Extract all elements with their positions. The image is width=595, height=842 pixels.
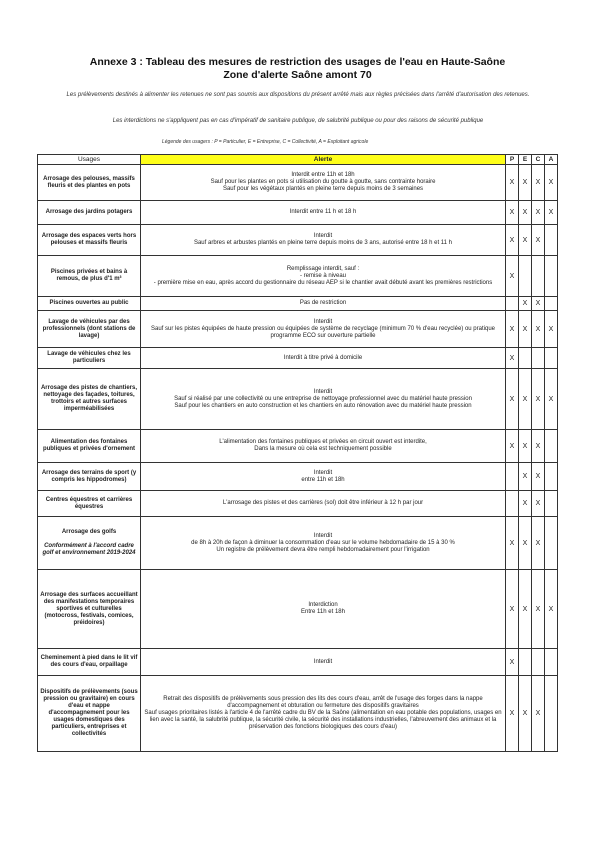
mark-e: X	[519, 311, 532, 348]
table-row	[38, 517, 558, 570]
mark-a: X	[545, 201, 558, 225]
intro-exceptions: Les interdictions ne s'appliquent pas en cas d'impératif de sanitaire publique, de salubrité publique ou pour des raisons de sécurité publique	[112, 118, 484, 124]
usage-cell: Cheminement à pied dans le lit vif des cours d'eau, orpaillage	[38, 649, 141, 676]
usage-cell: Arrosage des pelouses, massifs fleuris et des plantes en pots	[38, 165, 141, 201]
mark-a	[545, 676, 558, 752]
mark-a: X	[545, 311, 558, 348]
mark-c: X	[532, 369, 545, 430]
mark-p: X	[506, 517, 519, 570]
restriction-cell: Interdit à titre privé à domicile	[141, 348, 506, 369]
header-alerte: Alerte	[141, 155, 506, 165]
mark-e: X	[519, 570, 532, 649]
mark-a: X	[545, 369, 558, 430]
table-row	[38, 649, 558, 676]
header-e: E	[519, 155, 532, 165]
mark-a	[545, 297, 558, 311]
mark-a	[545, 463, 558, 491]
table-row	[38, 369, 558, 430]
mark-p	[506, 491, 519, 517]
restriction-cell: Remplissage interdit, sauf : - remise à niveau - première mise en eau, après accord du gestionnaire du réseau AEP si le chantier avait débuté avant les premières restrictions	[141, 256, 506, 297]
mark-e: X	[519, 491, 532, 517]
mark-e	[519, 256, 532, 297]
restriction-cell: Interdiction Entre 11h et 18h	[141, 570, 506, 649]
mark-e: X	[519, 676, 532, 752]
table-row	[38, 311, 558, 348]
mark-e: X	[519, 369, 532, 430]
restriction-cell: Interdit de 8h à 20h de façon à diminuer la consommation d'eau sur le volume hebdomadaire de 15 à 30 % Un registre de prélèvement devra être rempli hebdomadairement pour l'irrigation	[141, 517, 506, 570]
mark-p: X	[506, 676, 519, 752]
table-row	[38, 676, 558, 752]
mark-e: X	[519, 517, 532, 570]
mark-a	[545, 225, 558, 256]
mark-a: X	[545, 165, 558, 201]
mark-c	[532, 348, 545, 369]
restriction-cell: L'alimentation des fontaines publiques et privées en circuit ouvert est interdite, Dans la mesure où cela est techniquement possible	[141, 430, 506, 463]
mark-e: X	[519, 225, 532, 256]
mark-p: X	[506, 256, 519, 297]
restriction-cell: Interdit	[141, 649, 506, 676]
mark-a: X	[545, 570, 558, 649]
restriction-cell: Interdit entre 11h et 18h	[141, 463, 506, 491]
restriction-cell: Interdit Sauf si réalisé par une collectivité ou une entreprise de nettoyage professionnel avec du matériel haute pression Sauf pour les chantiers en auto construction et les chantiers en auto rénovation avec du matériel haute pression	[141, 369, 506, 430]
mark-c: X	[532, 201, 545, 225]
mark-e	[519, 649, 532, 676]
usage-cell: Lavage de véhicules par des professionnels (dont stations de lavage)	[38, 311, 141, 348]
mark-c: X	[532, 297, 545, 311]
usage-cell: Arrosage des golfs Conformément à l'accord cadre golf et environnement 2019-2024	[38, 517, 141, 570]
table-row	[38, 256, 558, 297]
mark-p	[506, 297, 519, 311]
usage-cell: Arrosage des surfaces accueillant des manifestations temporaires sportives et culturelles (motocross, festivals, comices, préidoires)	[38, 570, 141, 649]
table-row	[38, 297, 558, 311]
table-row	[38, 165, 558, 201]
header-c: C	[532, 155, 545, 165]
usage-cell: Alimentation des fontaines publiques et privées d'ornement	[38, 430, 141, 463]
zone-subtitle: Zone d'alerte Saône amont 70	[223, 69, 372, 81]
mark-p	[506, 463, 519, 491]
mark-e	[519, 348, 532, 369]
mark-a	[545, 348, 558, 369]
mark-p: X	[506, 369, 519, 430]
mark-e: X	[519, 463, 532, 491]
intro-retenues: Les prélèvements destinés à alimenter les retenues ne sont pas soumis aux dispositions du présent arrêté mais aux règles précisées dans l'arrêté d'autorisation des retenues.	[66, 92, 530, 98]
document-title: Annexe 3 : Tableau des mesures de restriction des usages de l'eau en Haute-Saône	[89, 56, 506, 68]
usage-cell: Piscines ouvertes au public	[38, 297, 141, 311]
header-usages: Usages	[38, 155, 141, 165]
mark-c	[532, 649, 545, 676]
mark-e: X	[519, 165, 532, 201]
mark-c: X	[532, 491, 545, 517]
restriction-table	[37, 154, 558, 752]
usage-cell: Centres équestres et carrières équestres	[38, 491, 141, 517]
restriction-cell: Retrait des dispositifs de prélèvements sous pression des lits des cours d'eau, arrêt de l'usage des forges dans la nappe d'accompagnement et obturation ou fermeture des dispositifs gravitaires Sauf usages prioritaires listés à l'article 4 de l'arrêté cadre du BV de la Saône (alimentation en eau potable des populations, usages en lien avec la santé, la salubrité publique, la sécurité civile, la sécurité des installations industrielles, l'abreuvement des animaux et la préservation des fonctions biologiques des cours d'eau)	[141, 676, 506, 752]
mark-a	[545, 491, 558, 517]
restriction-cell: Interdit Sauf arbres et arbustes plantés en pleine terre depuis moins de 3 ans, autorisé entre 18 h et 11 h	[141, 225, 506, 256]
table-row	[38, 201, 558, 225]
table-row	[38, 491, 558, 517]
mark-c: X	[532, 676, 545, 752]
mark-p: X	[506, 165, 519, 201]
mark-c	[532, 256, 545, 297]
restriction-cell: Interdit entre 11h et 18h Sauf pour les plantes en pots si utilisation du goutte à goutte, sans contrainte horaire Sauf pour les végétaux plantés en pleine terre depuis moins de 3 semaines	[141, 165, 506, 201]
restriction-cell: L'arrosage des pistes et des carrières (sol) doit être inférieur à 12 h par jour	[141, 491, 506, 517]
header-a: A	[545, 155, 558, 165]
restriction-cell: Pas de restriction	[141, 297, 506, 311]
table-header-row	[38, 155, 558, 165]
mark-c: X	[532, 165, 545, 201]
mark-c: X	[532, 430, 545, 463]
mark-c: X	[532, 570, 545, 649]
mark-a	[545, 517, 558, 570]
mark-c: X	[532, 225, 545, 256]
mark-c: X	[532, 311, 545, 348]
usage-cell: Arrosage des jardins potagers	[38, 201, 141, 225]
mark-a	[545, 430, 558, 463]
table-row	[38, 570, 558, 649]
table-row	[38, 430, 558, 463]
mark-c: X	[532, 463, 545, 491]
user-legend: Légende des usagers : P = Particulier, E = Entreprise, C = Collectivité, A = Exploitant agricole	[162, 139, 369, 145]
mark-p: X	[506, 649, 519, 676]
mark-p: X	[506, 570, 519, 649]
table-row	[38, 225, 558, 256]
mark-c: X	[532, 517, 545, 570]
table-row	[38, 348, 558, 369]
usage-cell: Arrosage des espaces verts hors pelouses et massifs fleuris	[38, 225, 141, 256]
restriction-cell: Interdit Sauf sur les pistes équipées de haute pression ou équipées de système de recyclage (minimum 70 % d'eau recyclée) ou pratique programme ECO sur ouverture partielle	[141, 311, 506, 348]
mark-p: X	[506, 311, 519, 348]
mark-p: X	[506, 201, 519, 225]
mark-p: X	[506, 225, 519, 256]
usage-cell: Piscines privées et bains à remous, de plus d'1 m³	[38, 256, 141, 297]
usage-cell: Dispositifs de prélèvements (sous pression ou gravitaire) en cours d'eau et nappe d'accompagnement pour les usages domestiques des particuliers, entreprises et collectivités	[38, 676, 141, 752]
mark-a	[545, 649, 558, 676]
mark-p: X	[506, 430, 519, 463]
restriction-cell: Interdit entre 11 h et 18 h	[141, 201, 506, 225]
mark-p: X	[506, 348, 519, 369]
mark-a	[545, 256, 558, 297]
mark-e: X	[519, 201, 532, 225]
usage-cell: Arrosage des terrains de sport (y compris les hippodromes)	[38, 463, 141, 491]
usage-cell: Arrosage des pistes de chantiers, nettoyage des façades, toitures, trottoirs et autres surfaces imperméabilisées	[38, 369, 141, 430]
header-p: P	[506, 155, 519, 165]
table-row	[38, 463, 558, 491]
mark-e: X	[519, 297, 532, 311]
usage-cell: Lavage de véhicules chez les particuliers	[38, 348, 141, 369]
mark-e: X	[519, 430, 532, 463]
